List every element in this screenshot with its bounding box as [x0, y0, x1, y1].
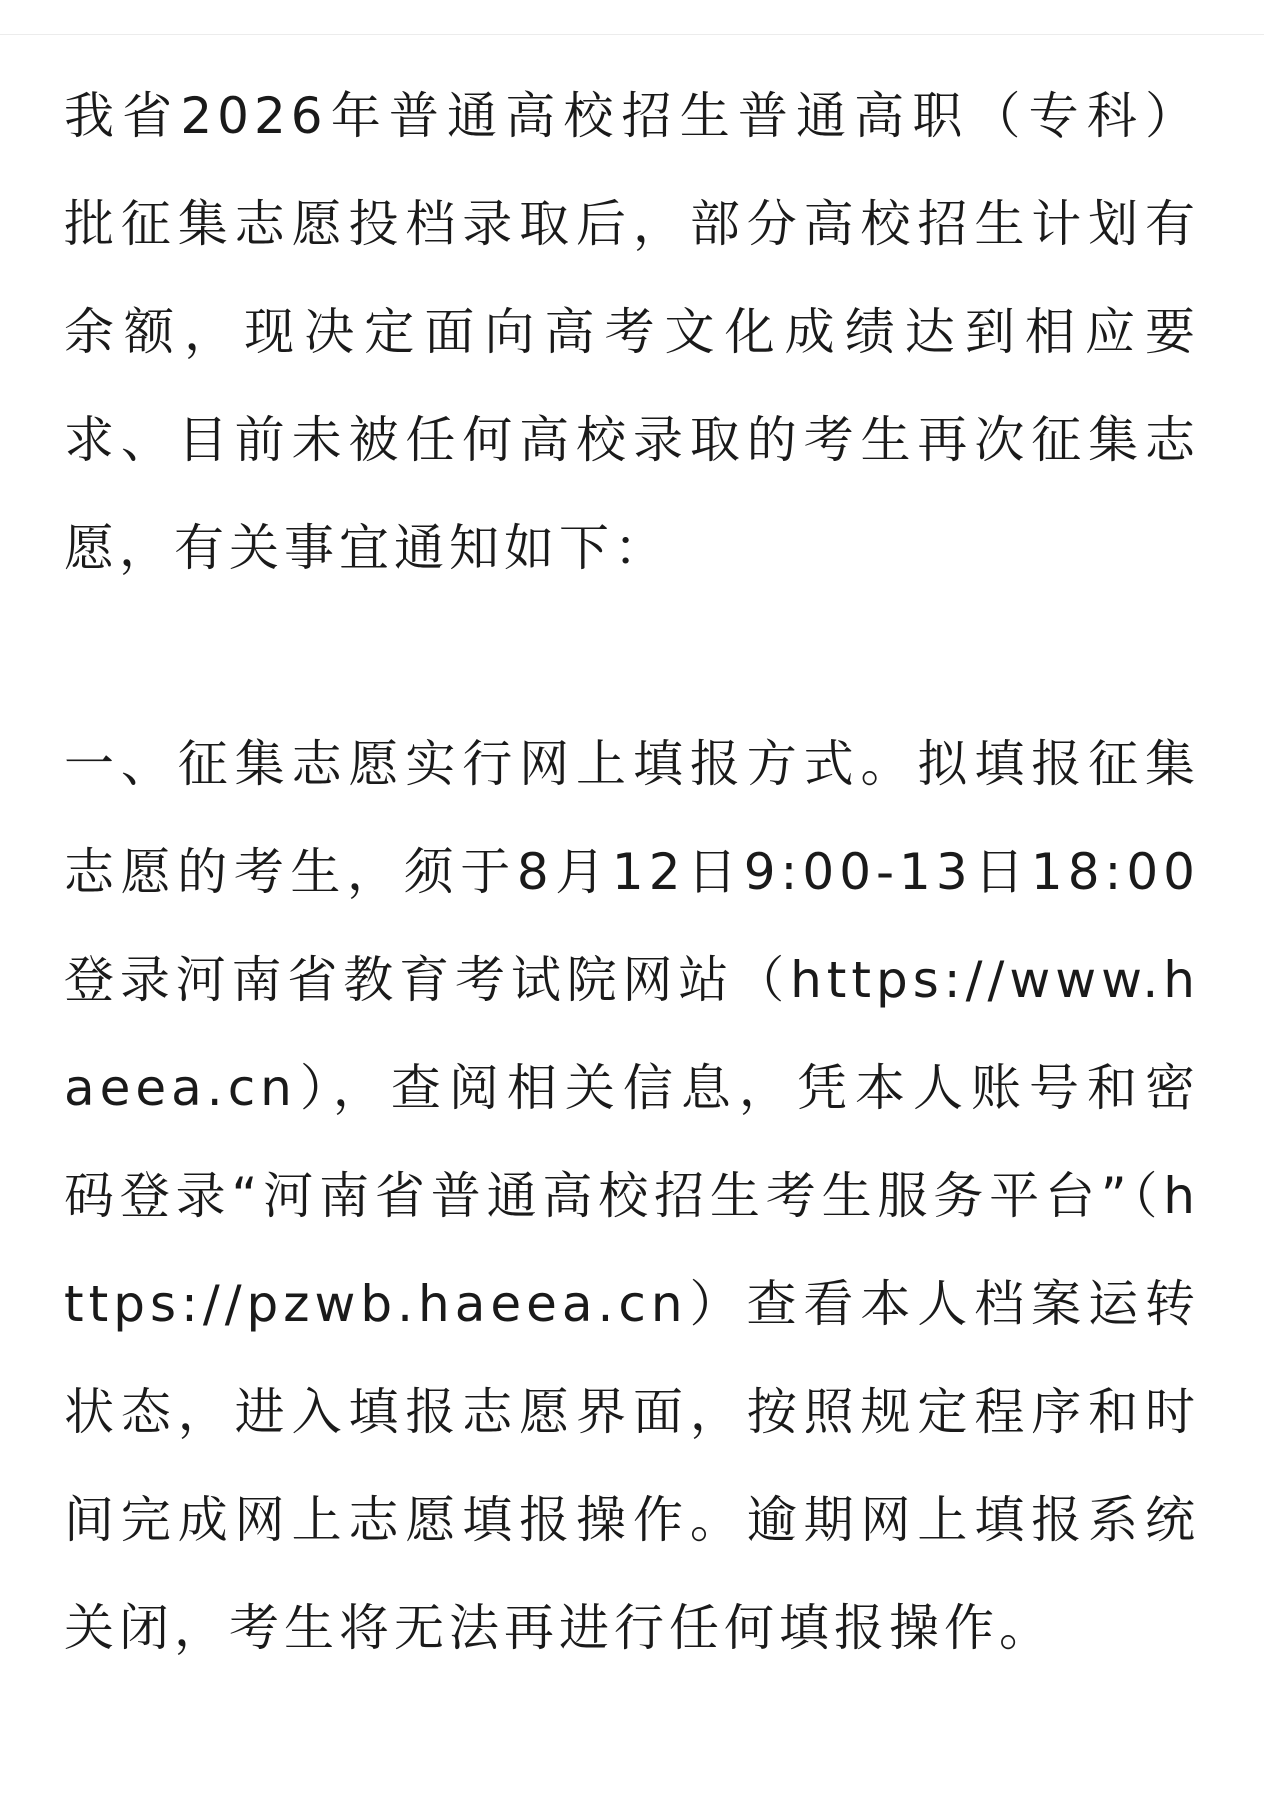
article-body	[64, 62, 1200, 1682]
section-one-paragraph: 一、征集志愿实行网上填报方式。拟填报征集志愿的考生，须于8月12日9:00-13日18:00登录河南省教育考试院网站（https://www.haeea.cn），查阅相关信息，凭本人账号和密码登录“河南省普通高校招生考生服务平台”（https://pzwb.haeea.cn）查看本人档案运转状态，进入填报志愿界面，按照规定程序和时间完成网上志愿填报操作。逾期网上填报系统关闭，考生将无法再进行任何填报操作。	[64, 735, 1200, 1657]
top-divider	[0, 0, 1264, 35]
intro-paragraph: 我省2026年普通高校招生普通高职（专科）批征集志愿投档录取后，部分高校招生计划有余额，现决定面向高考文化成绩达到相应要求、目前未被任何高校录取的考生再次征集志愿，有关事宜通知如下：	[64, 87, 1200, 577]
paragraph-spacer	[64, 602, 1200, 710]
